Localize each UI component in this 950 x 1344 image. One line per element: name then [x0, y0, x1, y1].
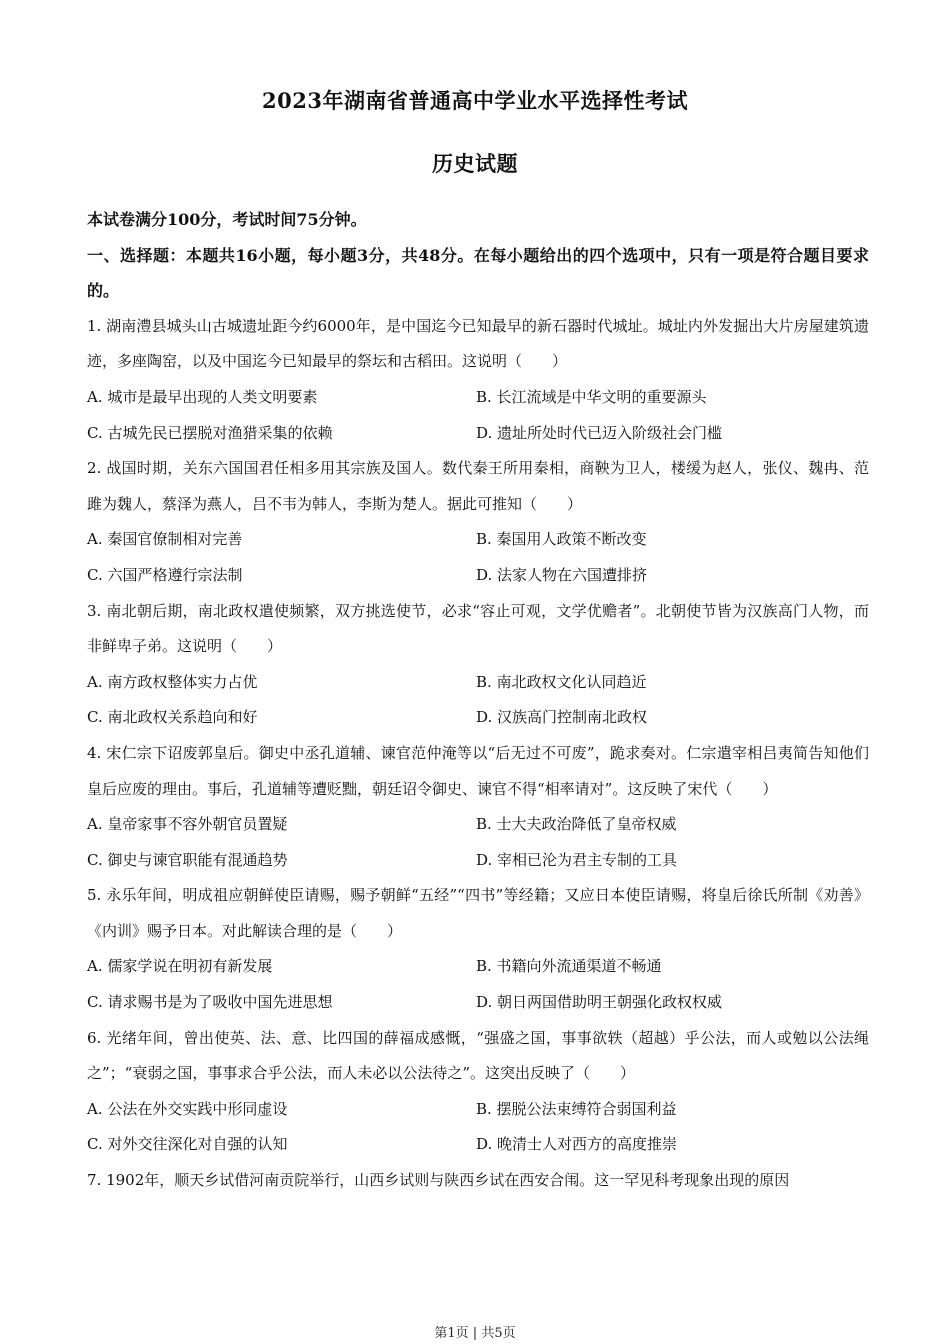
question-stem: 5. 永乐年间，明成祖应朝鲜使臣请赐，赐予朝鲜“五经”“四书”等经籍；又应日本使臣请赐，将皇后徐氏所制《劝善》《内训》赐予日本。对此解读合理的是（ ）	[87, 886, 869, 940]
option-a: A. 皇帝家事不容外朝官员置疑	[87, 815, 288, 834]
option-d: D. 遗址所处时代已迈入阶级社会门槛	[476, 423, 723, 442]
question-options	[87, 949, 869, 1020]
question-1	[87, 309, 869, 451]
option-c: C. 古城先民已摆脱对渔猎采集的依赖	[87, 423, 333, 442]
question-4	[87, 736, 869, 878]
question-options	[87, 522, 869, 593]
question-5	[87, 878, 869, 1020]
option-b: B. 长江流域是中华文明的重要源头	[476, 387, 707, 406]
exam-intro: 本试卷满分100分，考试时间75分钟。	[87, 210, 367, 229]
option-a: A. 公法在外交实践中形同虚设	[87, 1099, 288, 1118]
question-stem: 7. 1902年，顺天乡试借河南贡院举行，山西乡试则与陕西乡试在西安合闱。这一罕见科考现象出现的原因	[87, 1171, 790, 1190]
question-stem: 6. 光绪年间，曾出使英、法、意、比四国的薛福成感慨，“强盛之国，事事欲轶（超越）乎公法，而人或勉以公法绳之”；“衰弱之国，事事求合乎公法，而人未必以公法待之”。这突出反映了（ ）	[87, 1028, 869, 1083]
option-a: A. 秦国官僚制相对完善	[87, 530, 243, 549]
option-c: C. 六国严格遵行宗法制	[87, 565, 243, 584]
question-options	[87, 380, 869, 451]
option-d: D. 汉族高门控制南北政权	[476, 708, 648, 727]
question-6	[87, 1021, 869, 1163]
option-c: C. 御史与谏官职能有混通趋势	[87, 850, 288, 869]
question-7	[87, 1163, 869, 1199]
exam-subtitle: 历史试题	[432, 151, 518, 176]
option-b: B. 南北政权文化认同趋近	[476, 672, 647, 691]
option-c: C. 对外交往深化对自强的认知	[87, 1135, 288, 1154]
question-3	[87, 594, 869, 736]
question-options	[87, 665, 869, 736]
option-c: C. 请求赐书是为了吸收中国先进思想	[87, 993, 333, 1012]
option-b: B. 秦国用人政策不断改变	[476, 530, 647, 549]
question-options	[87, 807, 869, 878]
option-d: D. 宰相已沦为君主专制的工具	[476, 850, 678, 869]
exam-title: 2023年湖南省普通高中学业水平选择性考试	[262, 88, 688, 113]
option-d: D. 朝日两国借助明王朝强化政权权威	[476, 993, 723, 1012]
page-footer: 第1页 | 共5页	[434, 1326, 516, 1341]
option-a: A. 城市是最早出现的人类文明要素	[87, 387, 318, 406]
option-d: D. 法家人物在六国遭排挤	[476, 565, 648, 584]
question-2	[87, 451, 869, 593]
option-a: A. 儒家学说在明初有新发展	[87, 957, 273, 976]
option-b: B. 摆脱公法束缚符合弱国利益	[476, 1099, 677, 1118]
question-stem: 3. 南北朝后期，南北政权遣使频繁，双方挑选使节，必求“容止可观，文学优赡者”。北朝使节皆为汉族高门人物，而非鲜卑子弟。这说明（ ）	[87, 601, 869, 656]
option-d: D. 晚清士人对西方的高度推崇	[476, 1135, 678, 1154]
option-b: B. 书籍向外流通渠道不畅通	[476, 957, 662, 976]
option-a: A. 南方政权整体实力占优	[87, 672, 258, 691]
question-options	[87, 1092, 869, 1163]
section-heading: 一、选择题：本题共16小题，每小题3分，共48分。在每小题给出的四个选项中，只有一项是符合题目要求的。	[87, 245, 869, 301]
question-stem: 2. 战国时期，关东六国国君任相多用其宗族及国人。数代秦王所用秦相，商鞅为卫人，楼缓为赵人，张仪、魏冉、范雎为魏人，蔡泽为燕人，吕不韦为韩人，李斯为楚人。据此可推知（ ）	[87, 459, 869, 513]
exam-content	[87, 202, 869, 1199]
question-stem: 1. 湖南澧县城头山古城遗址距今约6000年，是中国迄今已知最早的新石器时代城址。城址内外发掘出大片房屋建筑遗迹，多座陶窑，以及中国迄今已知最早的祭坛和古稻田。这说明（ ）	[87, 316, 869, 371]
option-c: C. 南北政权关系趋向和好	[87, 708, 258, 727]
question-stem: 4. 宋仁宗下诏废郭皇后。御史中丞孔道辅、谏官范仲淹等以“后无过不可废”，跪求奏对。仁宗遣宰相吕夷简告知他们皇后应废的理由。事后，孔道辅等遭贬黜，朝廷诏令御史、谏官不得“相率请对”。这反映了宋代（ ）	[87, 743, 869, 798]
option-b: B. 士大夫政治降低了皇帝权威	[476, 815, 677, 834]
